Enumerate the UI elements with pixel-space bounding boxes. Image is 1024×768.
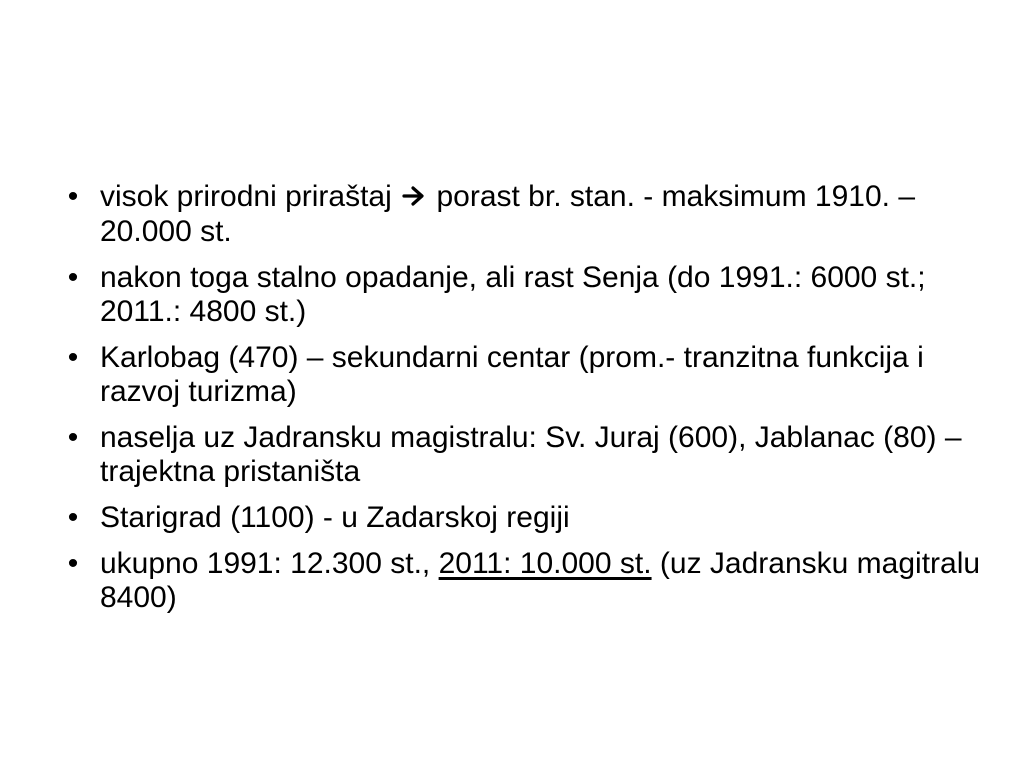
right-arrow-icon bbox=[402, 181, 426, 215]
item-text-before: visok prirodni priraštaj bbox=[100, 180, 392, 213]
bullet-item-decline-senj bbox=[58, 261, 988, 329]
bullet-item-population-growth bbox=[58, 180, 988, 249]
item-text: naselja uz Jadransku magistralu: Sv. Juraj (600), Jablanac (80) – trajektna pristaništa bbox=[100, 421, 962, 488]
bullet-point: • bbox=[67, 261, 79, 294]
item-text-after: (uz Jadransku magitralu 8400) bbox=[100, 547, 981, 614]
item-text-underlined: 2011: 10.000 st. bbox=[438, 547, 652, 580]
item-text: Karlobag (470) – sekundarni centar (prom.- tranzitna funkcija i razvoj turizma) bbox=[100, 341, 924, 408]
item-text-before: ukupno 1991: 12.300 st., bbox=[100, 547, 431, 580]
item-text: nakon toga stalno opadanje, ali rast Senja (do 1991.: 6000 st.; 2011.: 4800 st.) bbox=[100, 261, 926, 328]
bullet-point: • bbox=[67, 421, 79, 454]
bullet-item-starigrad bbox=[58, 501, 988, 535]
bullet-point: • bbox=[67, 547, 79, 580]
bullet-item-karlobag bbox=[58, 341, 988, 409]
bullet-item-magistrala-settlements bbox=[58, 421, 988, 489]
bullet-point: • bbox=[67, 501, 79, 534]
bullet-list bbox=[58, 180, 988, 627]
bullet-point: • bbox=[67, 180, 79, 213]
bullet-point: • bbox=[67, 341, 79, 374]
item-text: Starigrad (1100) - u Zadarskoj regiji bbox=[100, 501, 570, 534]
item-text-after: porast br. stan. - maksimum 1910. – 20.000 st. bbox=[100, 180, 916, 248]
bullet-item-total bbox=[58, 547, 988, 615]
